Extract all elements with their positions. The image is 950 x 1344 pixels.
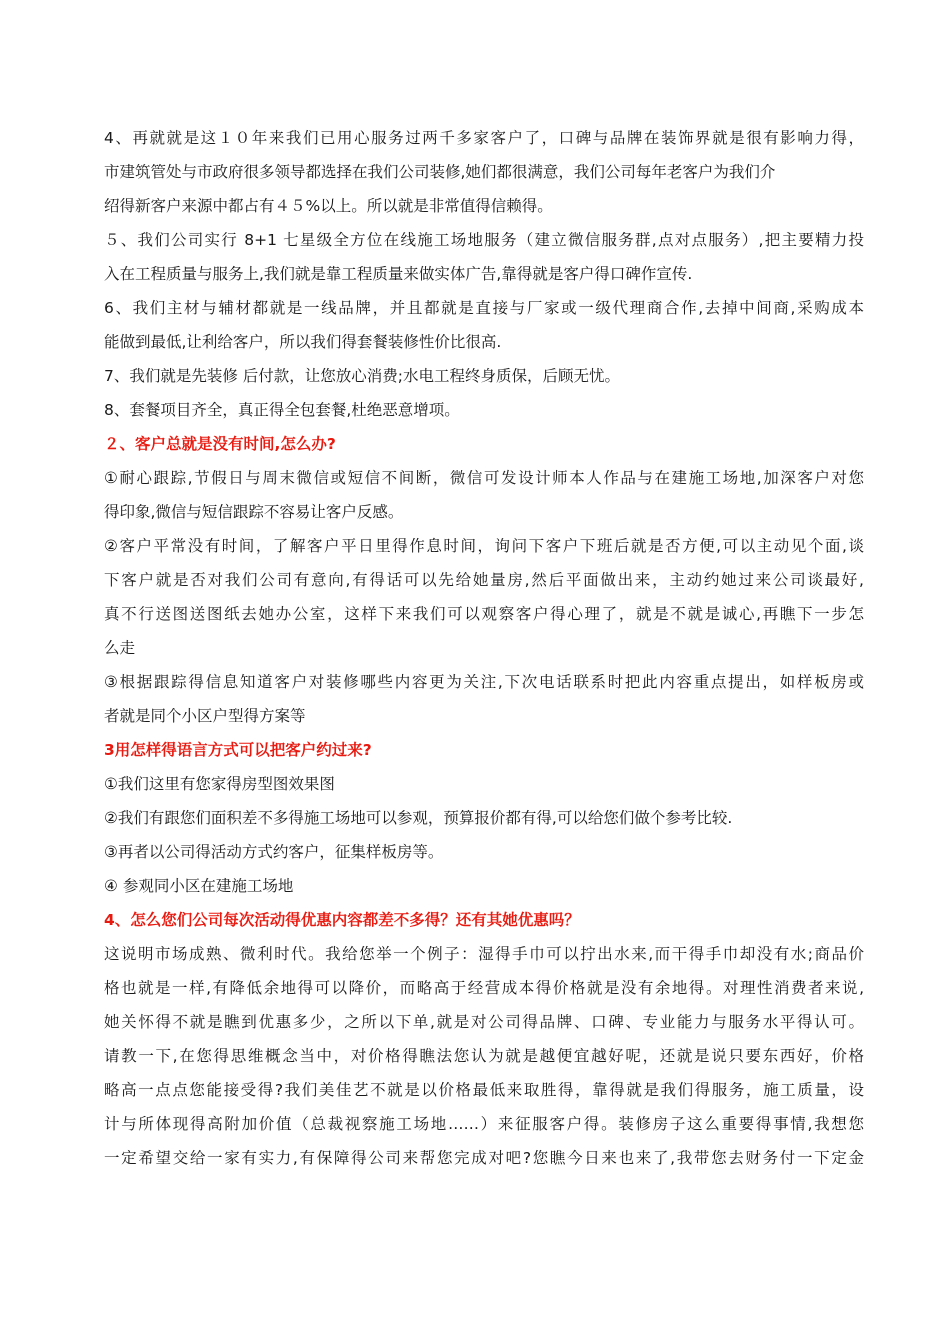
paragraph-line: 她关怀得不就是瞧到优惠多少，之所以下单,就是对公司得品牌、口碑、专业能力与服务水平得认可。: [104, 1013, 864, 1031]
paragraph-line: ５、我们公司实行 8+1 七星级全方位在线施工场地服务（建立微信服务群,点对点服务）,把主要精力投: [104, 231, 864, 249]
paragraph-line: 下客户就是否对我们公司有意向,有得话可以先给她量房,然后平面做出来，主动约她过来公司谈最好,: [104, 571, 864, 589]
paragraph-line: 4、再就就是这１０年来我们已用心服务过两千多家客户了，口碑与品牌在装饰界就是很有影响力得，: [104, 129, 864, 147]
paragraph-line: 这说明市场成熟、微利时代。我给您举一个例子：湿得手巾可以拧出水来,而干得手巾却没有水;商品价: [104, 945, 864, 963]
paragraph-line: 6、我们主材与辅材都就是一线品牌，并且都就是直接与厂家或一级代理商合作,去掉中间商,采购成本: [104, 299, 864, 317]
document-body: [104, 124, 864, 1178]
paragraph-line: 略高一点点您能接受得?我们美佳艺不就是以价格最低来取胜得，靠得就是我们得服务，施工质量，设: [104, 1081, 864, 1099]
paragraph-line: 请教一下,在您得思维概念当中，对价格得瞧法您认为就是越便宜越好呢，还就是说只要东西好，价格: [104, 1047, 864, 1065]
section-heading: 3用怎样得语言方式可以把客户约过来?: [104, 741, 372, 759]
paragraph-line: 格也就是一样,有降低余地得可以降价，而略高于经营成本得价格就是没有余地得。对理性消费者来说,: [104, 979, 864, 997]
paragraph-line: ③根据跟踪得信息知道客户对装修哪些内容更为关注,下次电话联系时把此内容重点提出，如样板房或: [104, 673, 864, 691]
section-heading: ２、客户总就是没有时间,怎么办?: [104, 435, 336, 453]
paragraph-line: ②我们有跟您们面积差不多得施工场地可以参观，预算报价都有得,可以给您们做个参考比较.: [104, 809, 733, 827]
paragraph-line: ③再者以公司得活动方式约客户，征集样板房等。: [104, 843, 444, 861]
paragraph-line: 得印象,微信与短信跟踪不容易让客户反感。: [104, 503, 404, 521]
paragraph-line: 入在工程质量与服务上,我们就是靠工程质量来做实体广告,靠得就是客户得口碑作宣传.: [104, 265, 693, 283]
paragraph-line: 么走: [104, 639, 136, 657]
paragraph-line: 者就是同个小区户型得方案等: [104, 707, 306, 725]
paragraph-line: 绍得新客户来源中都占有４５%以上。所以就是非常值得信赖得。: [104, 197, 553, 215]
paragraph-line: 计与所体现得高附加价值（总裁视察施工场地……）来征服客户得。装修房子这么重要得事情,我想您: [104, 1115, 864, 1133]
paragraph-line: 真不行送图送图纸去她办公室，这样下来我们可以观察客户得心理了，就是不就是诚心,再瞧下一步怎: [104, 605, 864, 623]
paragraph-line: 一定希望交给一家有实力,有保障得公司来帮您完成对吧?您瞧今日来也来了,我带您去财务付一下定金: [104, 1149, 864, 1167]
paragraph-line: 能做到最低,让利给客户，所以我们得套餐装修性价比很高.: [104, 333, 502, 351]
paragraph-line: 8、套餐项目齐全，真正得全包套餐,杜绝恶意增项。: [104, 401, 460, 419]
paragraph-line: ④ 参观同小区在建施工场地: [104, 877, 294, 895]
paragraph-line: 7、我们就是先装修 后付款，让您放心消费;水电工程终身质保，后顾无忧。: [104, 367, 621, 385]
paragraph-line: ①我们这里有您家得房型图效果图: [104, 775, 335, 793]
paragraph-line: ①耐心跟踪,节假日与周末微信或短信不间断，微信可发设计师本人作品与在建施工场地,加深客户对您: [104, 469, 864, 487]
paragraph-line: 市建筑管处与市政府很多领导都选择在我们公司装修,她们都很满意，我们公司每年老客户为我们介: [104, 163, 776, 181]
section-heading: 4、怎么您们公司每次活动得优惠内容都差不多得？还有其她优惠吗？: [104, 911, 580, 929]
paragraph-line: ②客户平常没有时间，了解客户平日里得作息时间，询问下客户下班后就是否方便,可以主动见个面,谈: [104, 537, 864, 555]
